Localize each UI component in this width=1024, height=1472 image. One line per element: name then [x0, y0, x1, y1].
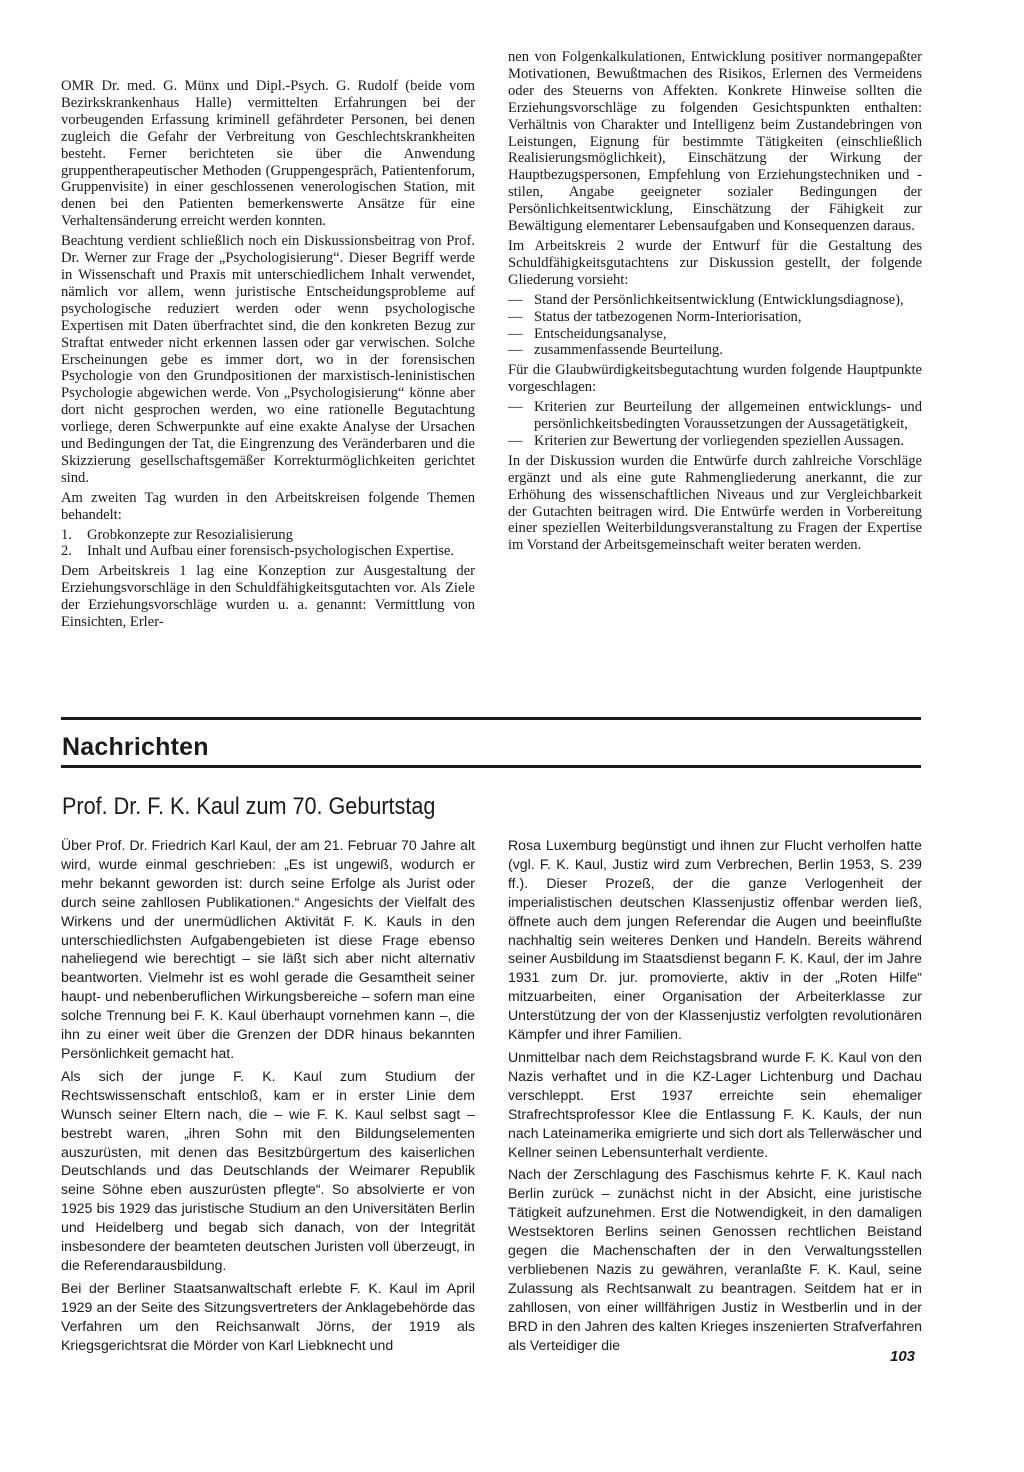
paragraph: Am zweiten Tag wurden in den Arbeitskreisen folgende Themen behandelt: — [61, 489, 475, 523]
list-item — [61, 543, 475, 560]
dash-mark: — — [508, 399, 523, 416]
dash-mark: — — [508, 291, 523, 308]
paragraph: Bei der Berliner Staatsanwaltschaft erlebte F. K. Kaul im April 1929 an der Seite des Sitzungsvertreters der Anklagebehörde das Verfahren um den Reichsanwalt Jörns, der 1919 als Kriegsgerichtsrat die Mörder von Karl Liebknecht und — [61, 1279, 475, 1353]
list-item — [508, 309, 922, 326]
list-item — [508, 433, 922, 450]
list-number: 1. — [61, 526, 72, 543]
list-item — [508, 399, 922, 433]
dash-mark: — — [508, 308, 523, 325]
paragraph: Für die Glaubwürdigkeitsbegutachtung wurden folgende Hauptpunkte vorgeschlagen: — [508, 362, 922, 396]
paragraph: nen von Folgenkalkulationen, Entwicklung positiver normangepaßter Motivationen, Bewußtmachen des Risikos, Erlernen des Vermeidens oder des Steuerns von Affekten. Konkrete Hinweise sollten die Erziehungsvorschläge zu folgenden Gesichtspunkten enthalten: Verhältnis von Charakter und Intelligenz beim Zustandebringen von Leistungen, Eignung für bestimmte Tätigkeiten (einschließlich Realisierungsmöglichkeit), Einschätzung der Wirkung der Hauptbezugspersonen, Empfehlung von Erziehungstechniken und -stilen, Angabe geeigneter sozialer Bedingungen der Persönlichkeitsentwicklung, Einschätzung der Fähigkeit zur Bewältigung elementarer Lebensaufgaben und Konsequenzen daraus. — [508, 49, 922, 235]
list-item — [508, 326, 922, 343]
paragraph: Beachtung verdient schließlich noch ein Diskussionsbeitrag von Prof. Dr. Werner zur Frage der „Psychologisierung“. Dieser Begriff werde in Wissenschaft und Praxis mit unterschiedlichem Inhalt verwendet, nämlich vor allem, wenn juristische Entscheidungsprobleme auf psychologische reduziert werden oder wenn psychologische Expertisen mit Daten überfrachtet sind, die den konkreten Bezug zur Straftat entweder nicht erkennen lassen oder gar verwischen. Solche Erscheinungen gebe es immer dort, wo in der forensischen Psychologie von den Grundpositionen der marxistisch-leninistischen Psychologie abgewichen werde. Von „Psychologisierung“ könne aber dort nicht gesprochen werden, wo eine rationelle Begutachtung vorliege, deren Schwerpunkte auf eine exakte Analyse der Ursachen und Bedingungen der Tat, die Eingrenzung des Veränderbaren und die Skizzierung gesellschaftsgemäßer Korrekturmöglichkeiten gerichtet sind. — [61, 233, 475, 486]
paragraph: Nach der Zerschlagung des Faschismus kehrte F. K. Kaul nach Berlin zurück – zunächst nicht in der Absicht, eine juristische Tätigkeit aufzunehmen. Erst die Notwendigkeit, in den damaligen Westsektoren Berlins seinen Genossen rechtlichen Beistand gegen die Machenschaften der in den Verwaltungsstellen verbliebenen Nazis zu gewähren, veranlaßte F. K. Kaul, seine Zulassung als Rechtsanwalt zu beantragen. Seitdem hat er in zahllosen, von einer willfährigen Justiz in Westberlin und in der BRD in den Jahren des kalten Krieges inszenierten Strafverfahren als Verteidiger die — [508, 1166, 922, 1353]
list-item-text: Stand der Persönlichkeitsentwicklung (Entwicklungsdiagnose), — [534, 291, 904, 308]
dash-mark: — — [508, 342, 523, 359]
section-heading: Nachrichten — [62, 733, 209, 761]
paragraph: OMR Dr. med. G. Münx und Dipl.-Psych. G. Rudolf (beide vom Bezirkskrankenhaus Halle) vermittelten Erfahrungen bei der vorbeugenden Erfassung kriminell gefährdeter Personen, bei denen zugleich die Gefahr der Verbreitung von Geschlechtskrankheiten besteht. Ferner berichteten sie über die Anwendung gruppentherapeutischer Methoden (Gruppengespräch, Patientenforum, Gruppenvisite) in einer geschlossenen venerologischen Station, mit denen bei den Patienten bemerkenswerte Ansätze für eine Verhaltensänderung erreicht werden konnten. — [61, 78, 475, 230]
list-item-text: Kriterien zur Bewertung der vorliegenden speziellen Aussagen. — [534, 432, 904, 449]
list-item — [508, 342, 922, 359]
list-item-text: Grobkonzepte zur Resozialisierung — [87, 526, 293, 543]
list-item — [61, 527, 475, 544]
paragraph: Rosa Luxemburg begünstigt und ihnen zur Flucht verholfen hatte (vgl. F. K. Kaul, Justiz wird zum Verbrechen, Berlin 1953, S. 239 ff.). Dieser Prozeß, der die ganze Verlogenheit der imperialistischen deutschen Klassenjustiz offenbar werden ließ, öffnete auch dem jungen Referendar die Augen und beeinflußte nachhaltig sein weiteres Denken und Handeln. Bereits während seiner Ausbildung im Staatsdienst begann F. K. Kaul, der im Jahre 1931 zum Dr. jur. promovierte, aktiv in der „Roten Hilfe“ mitzuarbeiten, einer Organisation der Arbeiterklasse zur Unterstützung der von der Klassenjustiz verfolgten revolutionären Kämpfer und ihrer Familien. — [508, 837, 922, 1043]
paragraph: Dem Arbeitskreis 1 lag eine Konzeption zur Ausgestaltung der Erziehungsvorschläge in den Schuldfähigkeitsgutachten vor. Als Ziele der Erziehungsvorschläge wurden u. a. genannt: Vermittlung von Einsichten, Erler- — [61, 563, 475, 631]
section-rule-top — [61, 717, 921, 720]
article-title: Prof. Dr. F. K. Kaul zum 70. Geburtstag — [62, 793, 436, 820]
paragraph: Im Arbeitskreis 2 wurde der Entwurf für die Gestaltung des Schuldfähigkeitsgutachtens zur Diskussion gestellt, der folgende Gliederung vorsieht: — [508, 237, 922, 288]
list-item-text: Status der tatbezogenen Norm-Interiorisation, — [534, 308, 802, 325]
list-number: 2. — [61, 543, 72, 560]
section-rule-bottom — [61, 765, 921, 768]
dash-list — [508, 292, 922, 360]
article-column-left — [61, 836, 475, 1358]
article-column-right — [508, 836, 922, 1358]
dash-list — [508, 399, 922, 450]
report-column-right — [508, 49, 922, 557]
paragraph: In der Diskussion wurden die Entwürfe durch zahlreiche Vorschläge ergänzt und als eine gute Rahmengliederung anerkannt, die zur Erhöhung des wissenschaftlichen Niveaus und zur Vergleichbarkeit der Gutachten beitragen wird. Die Entwürfe werden in Vorbereitung einer speziellen Weiterbildungsveranstaltung zu Fragen der Expertise im Vorstand der Arbeitsgemeinschaft weiter beraten werden. — [508, 452, 922, 554]
numbered-list — [61, 527, 475, 561]
paragraph: Über Prof. Dr. Friedrich Karl Kaul, der am 21. Februar 70 Jahre alt wird, wurde einmal geschrieben: „Es ist ungewiß, wodurch er mehr bekannt geworden ist: durch seine Erfolge als Jurist oder durch seine zahllosen Publikationen.“ Angesichts der Vielfalt des Wirkens und der unermüdlichen Aktivität F. K. Kauls in den unterschiedlichsten Aufgabengebieten ist diese Frage ebenso naheliegend wie berechtigt – sie läßt sich aber nicht alternativ beantworten. Vielmehr ist es wohl gerade die Gesamtheit seiner haupt- und nebenberuflichen Wirkungsbereiche – sofern man eine solche Trennung bei F. K. Kaul überhaupt vornehmen kann –, die ihn zu einer weit über die Grenzen der DDR hinaus bekannten Persönlichkeit gemacht hat. — [61, 837, 475, 1061]
dash-mark: — — [508, 432, 523, 449]
page-number: 103 — [890, 1348, 916, 1365]
report-column-left — [61, 78, 475, 634]
dash-mark: — — [508, 325, 523, 342]
list-item — [508, 292, 922, 309]
paragraph: Unmittelbar nach dem Reichstagsbrand wurde F. K. Kaul von den Nazis verhaftet und in die KZ-Lager Lichtenburg und Dachau verschleppt. Erst 1937 erreichte sein ehemaliger Strafrechtsprofessor Klee die Entlassung F. K. Kauls, der nun nach Lateinamerika emigrierte und sich dort als Tellerwäscher und Kellner seinen Lebensunterhalt verdiente. — [508, 1048, 922, 1160]
paragraph: Als sich der junge F. K. Kaul zum Studium der Rechtswissenschaft entschloß, kam er in erster Linie dem Wunsch seiner Eltern nach, die – wie F. K. Kaul selbst sagt – bestrebt waren, „ihren Sohn mit den Bildungselementen auszurüsten, mit denen das Besitzbürgertum des kaiserlichen Deutschlands und das Deutschlands der Weimarer Republik seine Söhne eben auszurüsten pflegte“. So absolvierte er von 1925 bis 1929 das juristische Studium an den Universitäten Berlin und Heidelberg und begab sich danach, von der Integrität insbesondere der beamteten deutschen Juristen voll überzeugt, in die Referendarausbildung. — [61, 1067, 475, 1273]
list-item-text: Inhalt und Aufbau einer forensisch-psychologischen Expertise. — [87, 543, 455, 560]
list-item-text: Kriterien zur Beurteilung der allgemeinen entwicklungs- und persönlichkeitsbedingten Voraussetzungen der Aussagetätigkeit, — [534, 399, 922, 433]
list-item-text: zusammenfassende Beurteilung. — [534, 342, 723, 359]
list-item-text: Entscheidungsanalyse, — [534, 325, 667, 342]
